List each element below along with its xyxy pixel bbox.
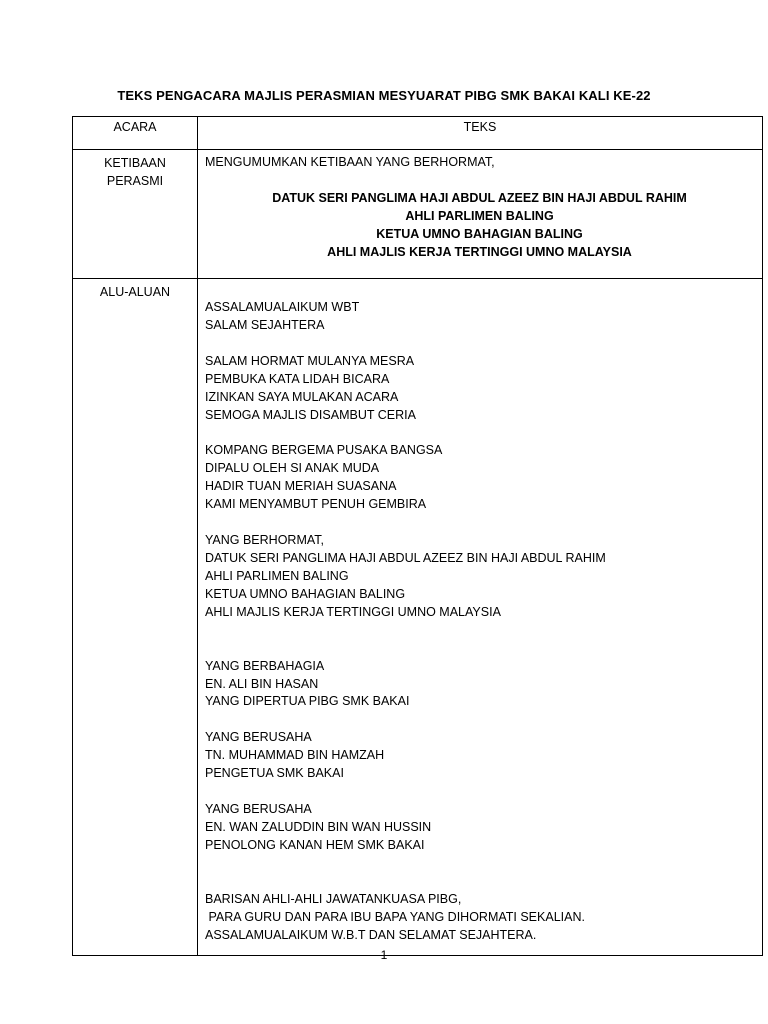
table-row: [73, 150, 763, 279]
header-teks: TEKS: [198, 117, 763, 150]
text-line: HADIR TUAN MERIAH SUASANA: [205, 479, 397, 494]
script-table: [72, 116, 763, 956]
teks-cell-alu-aluan: [198, 279, 763, 956]
page-number: 1: [380, 948, 388, 962]
document-title: TEKS PENGACARA MAJLIS PERASMIAN MESYUARAT PIBG SMK BAKAI KALI KE-22: [117, 88, 651, 103]
text-line: AHLI MAJLIS KERJA TERTINGGI UMNO MALAYSIA: [205, 604, 501, 619]
teks-cell-ketibaan: [198, 150, 763, 279]
text-block: [205, 658, 762, 712]
text-line: YANG BERUSAHA: [205, 802, 312, 817]
acara-label: KETIBAAN: [104, 156, 166, 170]
text-line: BARISAN AHLI-AHLI JAWATANKUASA PIBG,: [205, 891, 462, 906]
text-block: [205, 729, 762, 783]
text-line: SALAM HORMAT MULANYA MESRA: [205, 353, 415, 368]
text-line: PENGETUA SMK BAKAI: [205, 766, 344, 781]
text-line: IZINKAN SAYA MULAKAN ACARA: [205, 389, 399, 404]
text-line: YANG BERBAHAGIA: [205, 658, 325, 673]
text-line: KAMI MENYAMBUT PENUH GEMBIRA: [205, 497, 427, 512]
text-line: ASSALAMUALAIKUM W.B.T DAN SELAMAT SEJAHTERA.: [205, 927, 537, 942]
guest-line: AHLI PARLIMEN BALING: [405, 208, 554, 223]
text-line: KETUA UMNO BAHAGIAN BALING: [205, 586, 406, 601]
intro-line: MENGUMUMKAN KETIBAAN YANG BERHORMAT,: [205, 155, 495, 169]
text-line: YANG DIPERTUA PIBG SMK BAKAI: [205, 694, 410, 709]
text-line: KOMPANG BERGEMA PUSAKA BANGSA: [205, 443, 443, 458]
text-line: TN. MUHAMMAD BIN HAMZAH: [205, 748, 385, 763]
text-line: EN. WAN ZALUDDIN BIN WAN HUSSIN: [205, 819, 432, 834]
text-line: YANG BERUSAHA: [205, 730, 312, 745]
text-block: [205, 801, 762, 855]
text-block: [205, 299, 762, 335]
text-line: AHLI PARLIMEN BALING: [205, 568, 349, 583]
acara-label: ALU-ALUAN: [99, 285, 171, 299]
text-line: SEMOGA MAJLIS DISAMBUT CERIA: [205, 407, 416, 422]
text-line: PENOLONG KANAN HEM SMK BAKAI: [205, 837, 425, 852]
text-block: [205, 891, 762, 945]
text-line: DIPALU OLEH SI ANAK MUDA: [205, 461, 380, 476]
acara-label: PERASMI: [106, 174, 164, 188]
guest-line: KETUA UMNO BAHAGIAN BALING: [376, 226, 583, 241]
text-line: PEMBUKA KATA LIDAH BICARA: [205, 371, 390, 386]
text-line: YANG BERHORMAT,: [205, 533, 324, 548]
text-block: [205, 532, 762, 622]
text-block: [205, 353, 762, 425]
text-line: SALAM SEJAHTERA: [205, 317, 325, 332]
guest-title-block: [205, 190, 762, 262]
text-line: EN. ALI BIN HASAN: [205, 676, 319, 691]
text-line: ASSALAMUALAIKUM WBT: [205, 300, 360, 314]
table-row: [73, 279, 763, 956]
guest-line: DATUK SERI PANGLIMA HAJI ABDUL AZEEZ BIN HAJI ABDUL RAHIM: [272, 190, 687, 205]
text-line: PARA GURU DAN PARA IBU BAPA YANG DIHORMATI SEKALIAN.: [205, 909, 585, 924]
guest-line: AHLI MAJLIS KERJA TERTINGGI UMNO MALAYSIA: [327, 244, 632, 259]
table-header-row: [73, 117, 763, 150]
text-block: [205, 442, 762, 514]
header-acara: ACARA: [73, 117, 198, 150]
acara-cell-alu-aluan: [73, 279, 198, 956]
text-line: DATUK SERI PANGLIMA HAJI ABDUL AZEEZ BIN HAJI ABDUL RAHIM: [205, 550, 606, 565]
acara-cell-ketibaan: [73, 150, 198, 279]
